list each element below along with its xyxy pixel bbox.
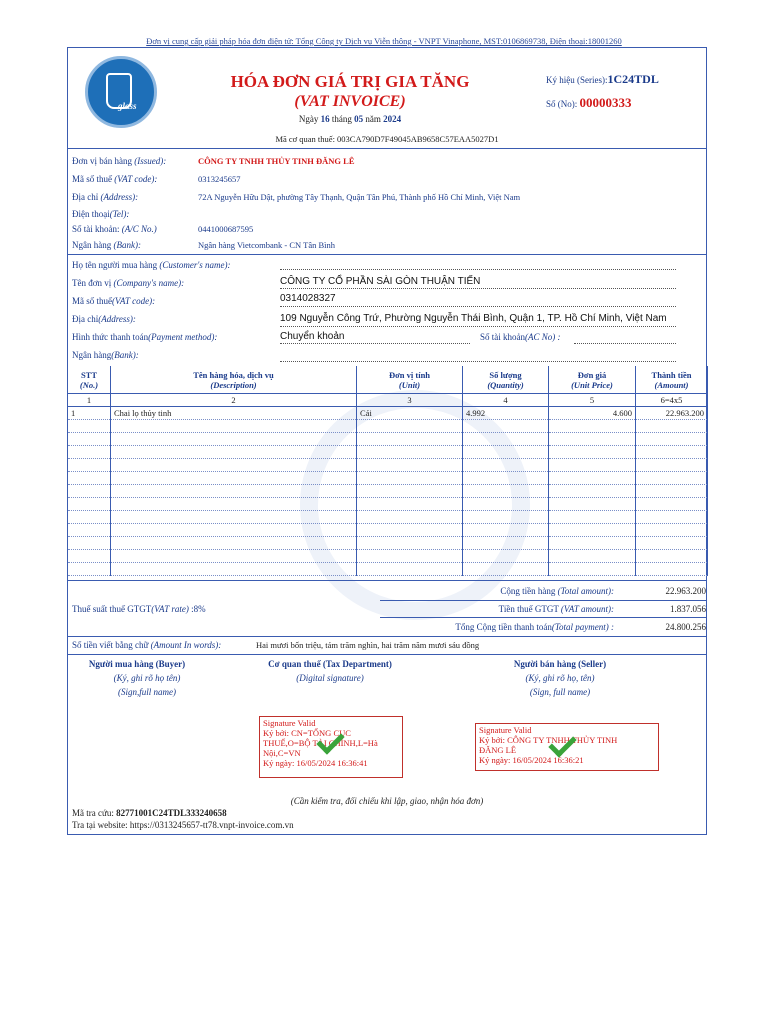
sig-line: Nội,C=VN — [263, 748, 301, 758]
vat-amount: 1.837.056 — [670, 604, 706, 614]
table-row — [68, 511, 708, 524]
provider-line: Đơn vị cung cấp giải pháp hóa đơn điện tử: Tổng Công ty Dịch vụ Viễn thông - VNPT Vinaphone, MST:0106869738, Điện thoại:18001260 — [146, 36, 622, 46]
seller-tax-label: Mã số thuế (VAT code): — [72, 174, 158, 184]
buyer-address-label: Địa chỉ(Address): — [72, 314, 136, 324]
table-row — [68, 563, 708, 576]
table-header — [68, 366, 708, 394]
index-cell: 1 — [68, 394, 111, 407]
seller-address: 72A Nguyễn Hữu Dật, phường Tây Thạnh, Quận Tân Phú, Thành phố Hồ Chí Minh, Việt Nam — [198, 192, 521, 202]
divider — [380, 617, 707, 618]
col-header-unit-price: Đơn giá (Unit Price) — [549, 366, 636, 394]
table-row — [68, 420, 708, 433]
items-table — [67, 366, 708, 576]
vat-rate: :8% — [188, 604, 206, 614]
seller-name-label: Đơn vị bán hàng (Issued): — [72, 156, 167, 166]
tax-authority-code: Mã cơ quan thuế: 003CA790D7F49045AB9658C57EAA5027D1 — [275, 134, 499, 144]
sig-line: Ký bởi: CÔNG TY TNHH THỦY TINH — [479, 735, 618, 745]
vat-rate-label: Thuế suất thuế GTGT(VAT rate) :8% — [72, 604, 206, 614]
index-row — [68, 394, 708, 407]
cell-unit: Cái — [357, 407, 463, 420]
buyer-payment-label: Hình thức thanh toán(Payment method): — [72, 332, 218, 342]
cell-no: 1 — [68, 407, 111, 420]
tax-sign-title: Cơ quan thuế (Tax Department) — [268, 659, 392, 669]
total-amount: 22.963.200 — [665, 586, 706, 596]
buyer-payment-line — [280, 331, 470, 344]
amount-words: Hai mươi bốn triệu, tám trăm nghìn, hai trăm năm mươi sáu đồng — [256, 640, 480, 650]
divider — [67, 580, 707, 581]
seller-sign-title: Người bán hàng (Seller) — [513, 659, 607, 669]
buyer-sign-note: (Ký, ghi rõ họ tên) — [113, 673, 181, 683]
divider — [67, 654, 707, 655]
seller-address-label: Địa chỉ (Address): — [72, 192, 139, 202]
sig-line: Ký ngày: 16/05/2024 16:36:21 — [479, 755, 584, 765]
grand-total-label: Tổng Cộng tiền thanh toán(Total payment) : — [455, 622, 614, 632]
seller-bank-label: Ngân hàng (Bank): — [72, 240, 141, 250]
col-header-amount: Thành tiền (Amount) — [636, 366, 708, 394]
col-header-description: Tên hàng hóa, dịch vụ (Description) — [111, 366, 357, 394]
buyer-company-label: Tên đơn vị (Company's name): — [72, 278, 185, 288]
divider — [380, 600, 707, 601]
seller-name: CÔNG TY TNHH THỦY TINH ĐĂNG LÊ — [198, 156, 355, 166]
sig-line: Signature Valid — [263, 718, 316, 728]
tax-sign-note: (Digital signature) — [296, 673, 364, 683]
logo-word: glass — [118, 101, 137, 111]
seller-tel-label: Điện thoại(Tel): — [72, 209, 130, 219]
divider — [67, 148, 707, 149]
buyer-company: CÔNG TY CỔ PHẦN SÀI GÒN THUẬN TIẾN — [280, 276, 481, 287]
seller-sign-note: (Ký, ghi rõ họ, tên) — [525, 673, 595, 683]
lookup-website[interactable]: Tra tại website: https://0313245657-tt78.vnpt-invoice.com.vn — [72, 820, 294, 830]
series-value: 1C24TDL — [607, 72, 659, 86]
buyer-tax-line — [280, 294, 676, 307]
year-label: năm — [365, 114, 381, 124]
day-label: Ngày — [298, 114, 319, 124]
sig-line: Signature Valid — [479, 725, 532, 735]
grand-total: 24.800.256 — [665, 622, 706, 632]
table-row — [68, 472, 708, 485]
seller-tax-code: 0313245657 — [198, 174, 241, 184]
table-row — [68, 524, 708, 537]
table-row — [68, 485, 708, 498]
index-cell: 4 — [463, 394, 549, 407]
buyer-tax-code: 0314028327 — [280, 293, 336, 304]
seller-sign-note-en: (Sign, full name) — [529, 687, 591, 697]
sig-line: Ký bởi: CN=TỔNG CỤC — [263, 728, 351, 738]
invoice-title: HÓA ĐƠN GIÁ TRỊ GIA TĂNG — [230, 72, 470, 91]
buyer-account-line — [574, 331, 676, 344]
table-row — [68, 459, 708, 472]
day-value: 16 — [320, 114, 330, 124]
buyer-sign-note-en: (Sign,full name) — [118, 687, 176, 697]
year-value: 2024 — [383, 114, 402, 124]
index-cell: 6=4x5 — [636, 394, 708, 407]
buyer-person-label: Họ tên người mua hàng (Customer's name): — [72, 260, 231, 270]
cell-description: Chai lọ thủy tinh — [111, 407, 357, 420]
buyer-account-label: Số tài khoản(AC No) : — [480, 332, 561, 342]
sig-line: ĐĂNG LÊ — [479, 745, 517, 755]
table-row — [68, 498, 708, 511]
series-label: Ký hiệu (Series): — [546, 75, 608, 85]
invoice-date — [180, 114, 520, 124]
lookup-row — [72, 808, 227, 818]
cell-unit-price: 4.600 — [549, 407, 636, 420]
table-row — [68, 446, 708, 459]
invoice-number-label: Số (No): — [546, 99, 578, 109]
seller-account-label: Số tài khoản: (A/C No.) — [72, 224, 157, 234]
buyer-bank-label: Ngân hàng(Bank): — [72, 350, 139, 360]
index-cell: 5 — [549, 394, 636, 407]
cell-quantity: 4.992 — [463, 407, 549, 420]
table-row — [68, 433, 708, 446]
col-header-no: STT (No.) — [68, 366, 111, 394]
lookup-code: 82771001C24TDL333240658 — [116, 808, 227, 818]
company-logo — [85, 56, 157, 128]
month-value: 05 — [354, 114, 364, 124]
col-header-unit: Đơn vị tính (Unit) — [357, 366, 463, 394]
table-row — [68, 550, 708, 563]
buyer-bank-line — [280, 349, 676, 362]
seller-account: 0441000687595 — [198, 224, 254, 234]
total-amount-label: Cộng tiền hàng (Total amount): — [500, 586, 614, 596]
check-note: (Cần kiểm tra, đối chiếu khi lập, giao, nhận hóa đơn) — [290, 796, 484, 806]
index-cell: 3 — [357, 394, 463, 407]
seller-bank: Ngân hàng Vietcombank - CN Tân Bình — [198, 240, 336, 250]
divider — [67, 254, 707, 255]
invoice-number — [546, 95, 632, 111]
buyer-tax-label: Mã số thuế(VAT code): — [72, 296, 156, 306]
vat-amount-label: Tiền thuế GTGT (VAT amount): — [498, 604, 614, 614]
buyer-address-line — [280, 313, 676, 327]
lookup-label: Mã tra cứu: — [72, 808, 117, 818]
series — [546, 72, 659, 87]
buyer-company-line — [280, 276, 676, 289]
invoice-number-value: 00000333 — [579, 95, 632, 110]
sig-line: THUẾ,O=BỘ TÀI CHÍNH,L=Hà — [263, 738, 378, 748]
table-row — [68, 407, 708, 420]
divider — [67, 636, 707, 637]
buyer-person-line — [280, 257, 676, 270]
index-cell: 2 — [111, 394, 357, 407]
cell-amount: 22.963.200 — [636, 407, 708, 420]
table-row — [68, 537, 708, 550]
amount-words-label: Số tiền viết bằng chữ (Amount In words): — [72, 640, 222, 650]
buyer-payment: Chuyển khoản — [280, 331, 345, 342]
month-label: tháng — [331, 114, 352, 124]
invoice-subtitle: (VAT INVOICE) — [294, 93, 406, 110]
sig-line: Ký ngày: 16/05/2024 16:36:41 — [263, 758, 368, 768]
col-header-quantity: Số lượng (Quantity) — [463, 366, 549, 394]
buyer-address: 109 Nguyễn Công Trứ, Phường Nguyễn Thái Bình, Quận 1, TP. Hồ Chí Minh, Việt Nam — [280, 313, 667, 324]
buyer-sign-title: Người mua hàng (Buyer) — [88, 659, 186, 669]
